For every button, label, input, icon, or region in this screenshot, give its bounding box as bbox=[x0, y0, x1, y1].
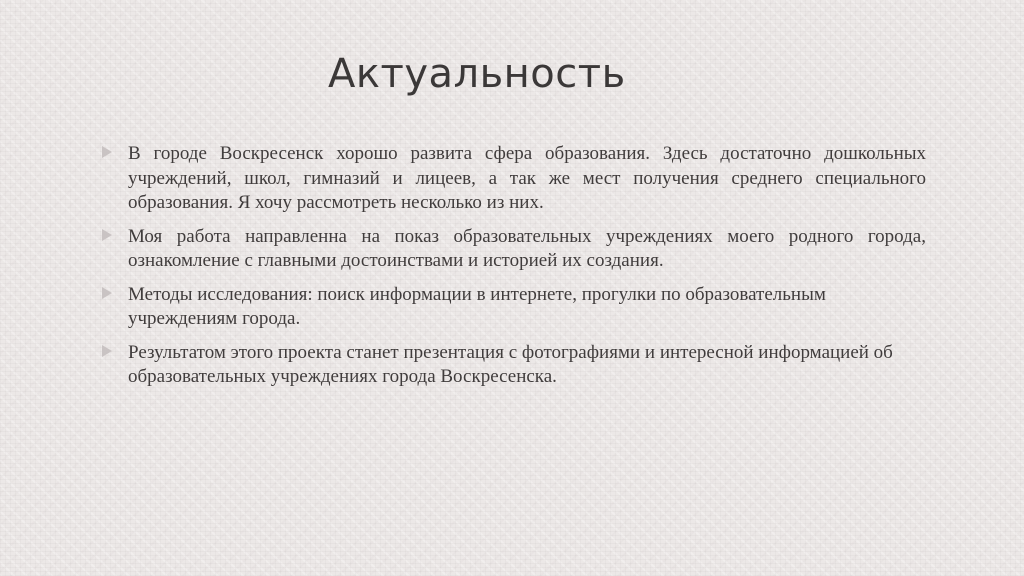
slide-title: Актуальность bbox=[328, 51, 626, 97]
bullet-text: В городе Воскресенск хорошо развита сфера образования. Здесь достаточно дошкольных учреждений, школ, гимназий и лицеев, а так же мест получения среднего специального образования. Я хочу рассмотреть несколько из них. bbox=[128, 143, 926, 213]
bullet-item bbox=[100, 142, 926, 216]
triangle-right-icon bbox=[102, 229, 112, 241]
bullet-list bbox=[100, 142, 926, 399]
triangle-right-icon bbox=[102, 146, 112, 158]
bullet-item bbox=[100, 283, 926, 332]
triangle-right-icon bbox=[102, 287, 112, 299]
bullet-item bbox=[100, 225, 926, 274]
bullet-text: Методы исследования: поиск информации в интернете, прогулки по образовательным учреждениям города. bbox=[128, 283, 826, 329]
triangle-right-icon bbox=[102, 345, 112, 357]
bullet-text: Результатом этого проекта станет презентация с фотографиями и интересной информацией об образовательных учреждениях города Воскресенска. bbox=[128, 341, 893, 387]
bullet-item bbox=[100, 341, 926, 390]
bullet-text: Моя работа направленна на показ образовательных учреждениях моего родного города, ознакомление с главными достоинствами и историей их создания. bbox=[128, 225, 926, 271]
